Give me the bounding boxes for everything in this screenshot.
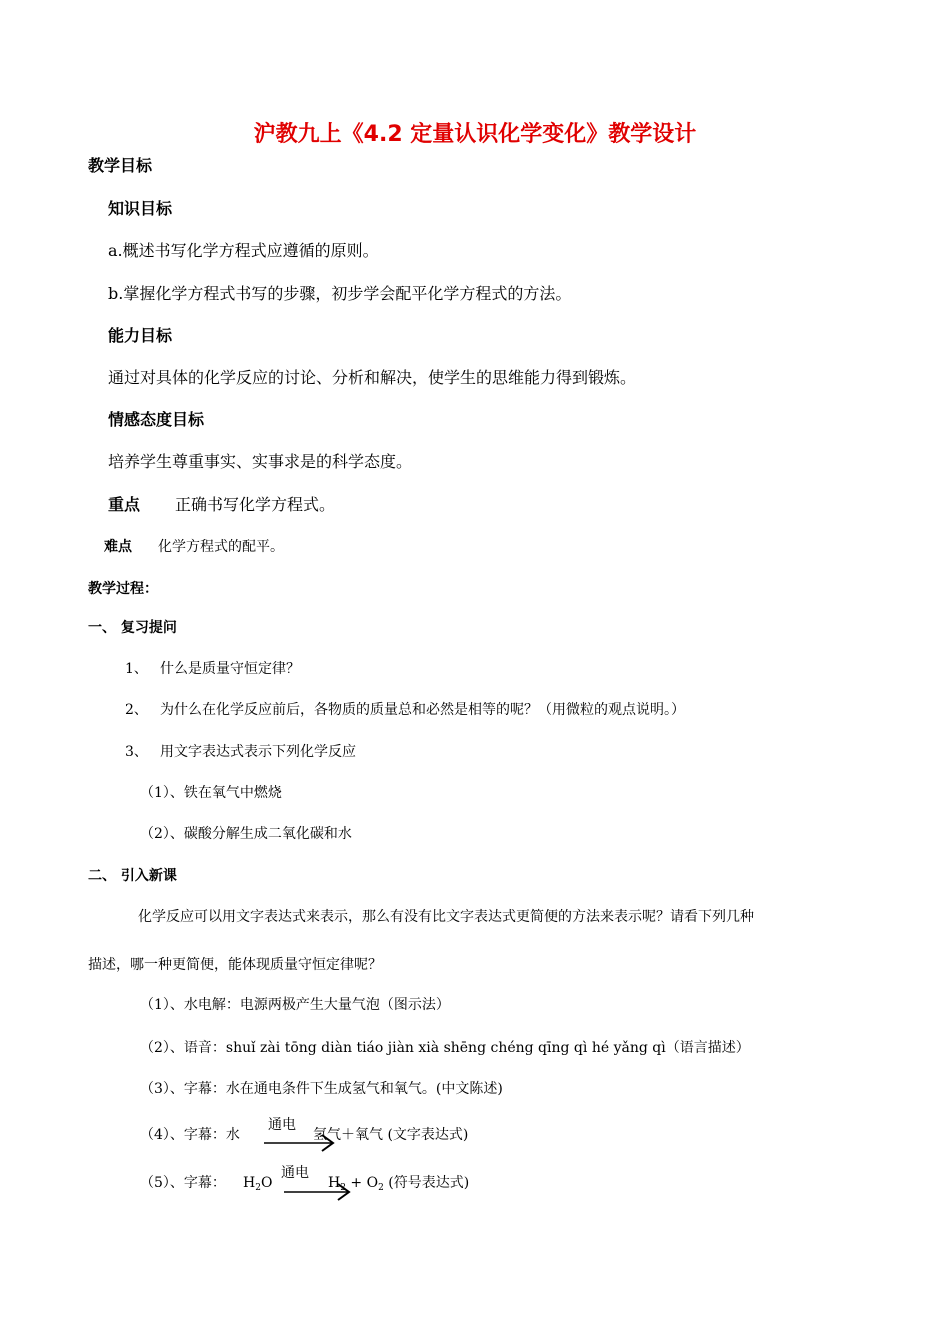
page-title: 沪教九上《4.2 定量认识化学变化》教学设计 [253, 122, 697, 147]
section-review-heading: 一、 复习提问 [88, 620, 177, 636]
ability-goal-text: 通过对具体的化学反应的讨论、分析和解决，使学生的思维能力得到锻炼。 [108, 368, 637, 387]
ability-goals-heading: 能力目标 [108, 326, 173, 345]
emotion-goals-heading: 情感态度目标 [108, 410, 205, 429]
question-1-number: 1、 [125, 661, 148, 677]
difficult-point-label: 难点 [104, 539, 132, 555]
description-item-2: （2）、语音：shuǐ zài tōng diàn tiáo jiàn xià shēng chéng qīng qì hé yǎng qì（语言描述） [140, 1040, 750, 1056]
question-2: 为什么在化学反应前后，各物质的质量总和必然是相等的呢？（用微粒的观点说明。） [160, 702, 685, 718]
item-4-products: 氢气＋氧气 (文字表达式) [313, 1127, 469, 1143]
item-5-products: $H_2 + O_2$ (符号表达式) [328, 1175, 470, 1193]
question-3-item-1: （1）、铁在氧气中燃烧 [140, 785, 282, 801]
description-item-5-prefix: （5）、字幕： [140, 1175, 226, 1191]
teaching-goals-heading: 教学目标 [88, 156, 153, 175]
knowledge-goals-heading: 知识目标 [108, 199, 173, 218]
teaching-process-heading: 教学过程： [88, 581, 158, 597]
emotion-goal-text: 培养学生尊重事实、实事求是的科学态度。 [108, 452, 413, 471]
question-2-number: 2、 [125, 702, 148, 718]
item-5-condition: 通电 [281, 1165, 309, 1181]
intro-paragraph-line-1: 化学反应可以用文字表达式来表示，那么有没有比文字表达式更简便的方法来表示呢？请看下列几种 [138, 909, 754, 925]
item-4-condition: 通电 [268, 1117, 296, 1133]
question-3-item-2: （2）、碳酸分解生成二氧化碳和水 [140, 826, 352, 842]
description-item-4-prefix: （4）、字幕：水 [140, 1127, 240, 1143]
intro-paragraph-line-2: 描述，哪一种更简便，能体现质量守恒定律呢？ [88, 957, 382, 973]
knowledge-goal-b: b.掌握化学方程式书写的步骤，初步学会配平化学方程式的方法。 [108, 284, 572, 303]
description-item-1: （1）、水电解：电源两极产生大量气泡（图示法） [140, 997, 450, 1013]
key-point-text: 正确书写化学方程式。 [175, 495, 336, 514]
key-point-label: 重点 [108, 495, 141, 514]
difficult-point-text: 化学方程式的配平。 [158, 539, 284, 555]
item-5-reactant: $H_2O$ [243, 1175, 273, 1193]
description-item-3: （3）、字幕：水在通电条件下生成氢气和氧气。(中文陈述) [140, 1081, 503, 1097]
section-new-lesson-heading: 二、 引入新课 [88, 868, 177, 884]
question-1: 什么是质量守恒定律？ [160, 661, 300, 677]
question-3: 用文字表达式表示下列化学反应 [160, 744, 356, 760]
question-3-number: 3、 [125, 744, 148, 760]
knowledge-goal-a: a.概述书写化学方程式应遵循的原则。 [108, 241, 379, 260]
